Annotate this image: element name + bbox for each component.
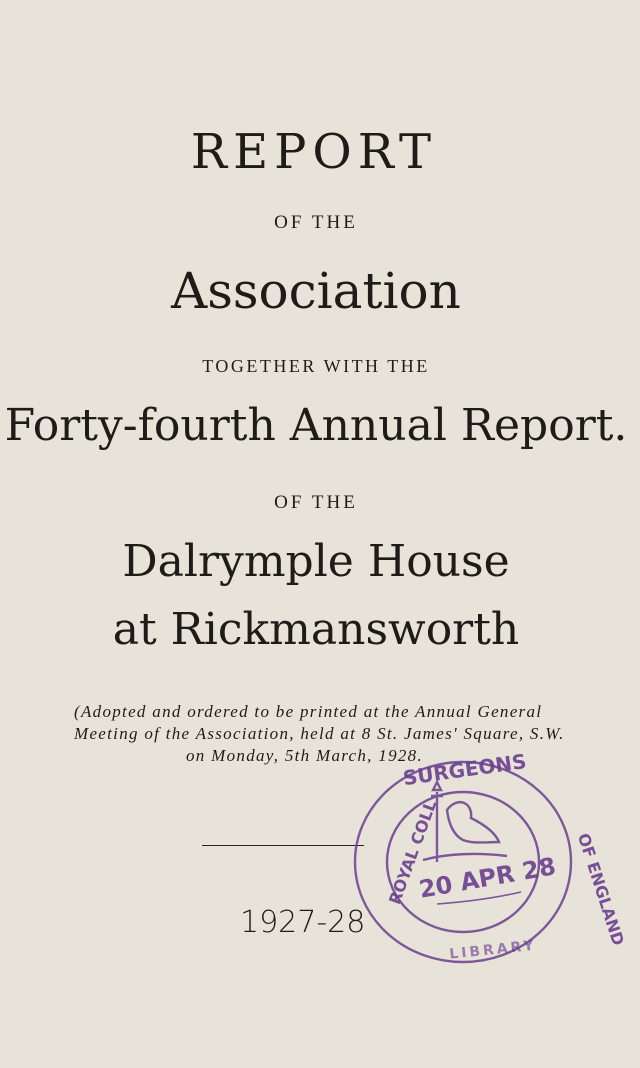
title-rickmansworth: at Rickmansworth — [112, 604, 520, 655]
title-together-with: TOGETHER WITH THE — [202, 356, 430, 376]
stamp-bottom-text: LIBRARY — [448, 937, 538, 963]
library-stamp — [345, 744, 629, 969]
stamp-left-text: ROYAL COLL — [384, 797, 441, 907]
title-report: REPORT — [190, 124, 438, 180]
title-association: Association — [171, 262, 461, 320]
stamp-top-text: SURGEONS — [401, 749, 528, 791]
title-of-the: OF THE — [274, 212, 358, 233]
title-forty-fourth-report: Forty-fourth Annual Report. — [4, 400, 628, 451]
stamp-date: 20 APR 28 — [416, 852, 558, 904]
stamp-right-text: OF ENGLAND — [573, 830, 629, 948]
adoption-note-line-2: Meeting of the Association, held at 8 St. James' Square, S.W. — [74, 724, 565, 743]
adoption-note-line-3: on Monday, 5th March, 1928. — [186, 746, 424, 765]
title-of-the-second: OF THE — [274, 492, 358, 513]
report-year: 1927-28 — [240, 905, 366, 940]
horizontal-rule — [202, 845, 364, 846]
title-dalrymple-house: Dalrymple House — [122, 536, 510, 587]
adoption-note-line-1: (Adopted and ordered to be printed at the Annual General — [74, 702, 543, 721]
